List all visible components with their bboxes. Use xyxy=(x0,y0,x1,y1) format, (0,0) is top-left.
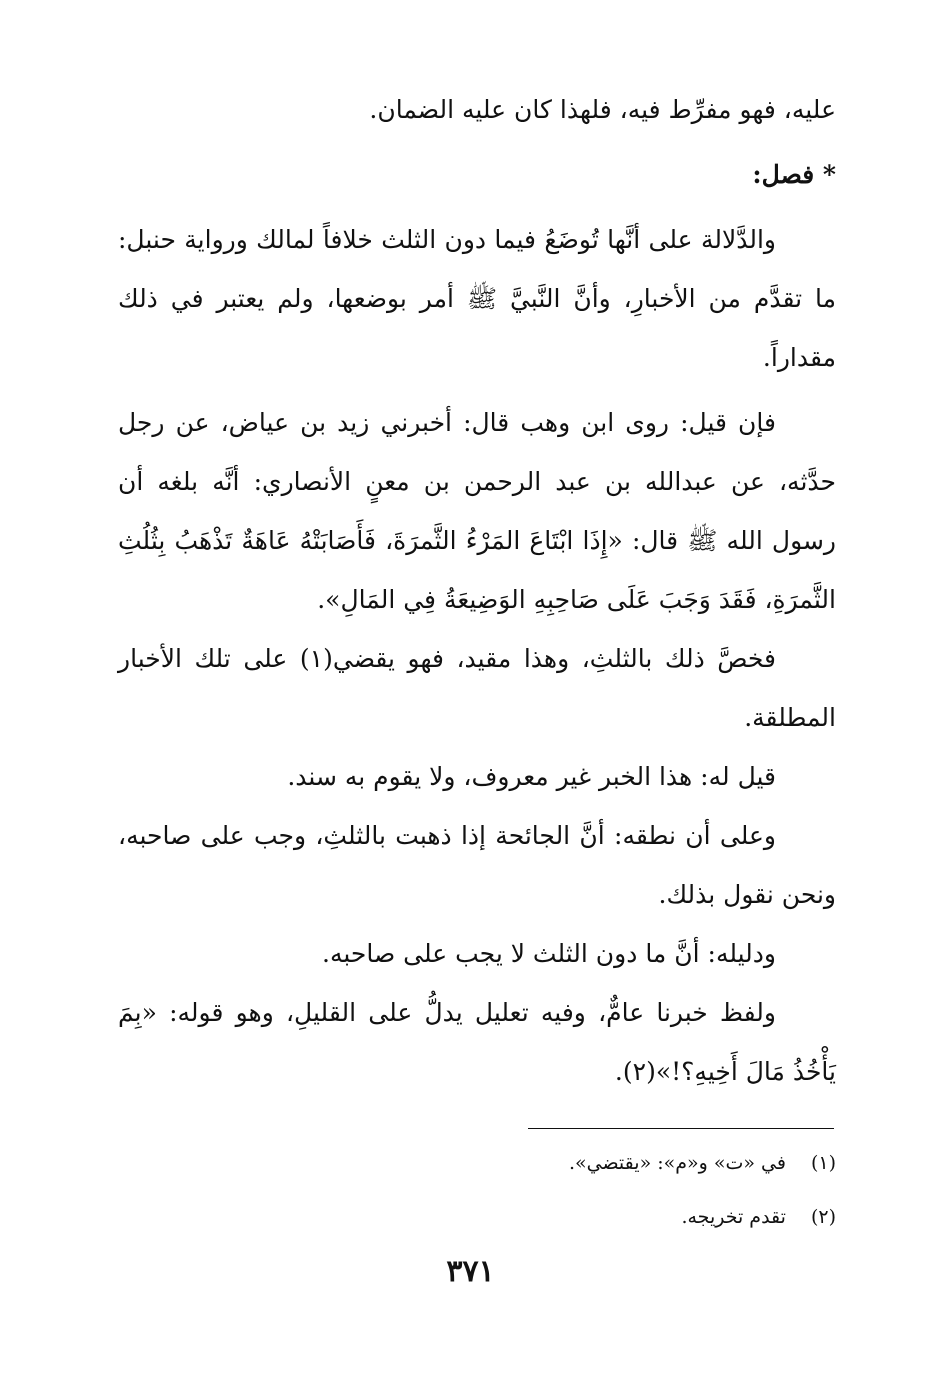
paragraph-proof: ودليله: أنَّ ما دون الثلث لا يجب على صاحبه. xyxy=(322,939,776,968)
paragraph-reply: قيل له: هذا الخبر غير معروف، ولا يقوم به سند. xyxy=(287,762,776,791)
footnote-number: (١) xyxy=(810,1152,836,1174)
main-text xyxy=(118,80,836,1101)
paragraph-general-wording: ولفظ خبرنا عامٌّ، وفيه تعليل يدلُّ على القليلِ، وهو قوله: «بِمَ يَأْخُذُ مَالَ أَخِيهِ؟!»(٢). xyxy=(118,998,836,1086)
paragraph-continuation: عليه، فهو مفرِّط فيه، فلهذا كان عليه الضمان. xyxy=(369,95,836,124)
paragraph-implication: وعلى أن نطقه: أنَّ الجائحة إذا ذهبت بالثلثِ، وجب على صاحبه، ونحن نقول بذلك. xyxy=(118,821,836,909)
section-heading: * فصل: xyxy=(752,160,836,189)
footnotes xyxy=(300,1136,836,1244)
paragraph-evidence: والدَّلالة على أنَّها تُوضَعُ فيما دون الثلث خلافاً لمالك ورواية حنبل: ما تقدَّم من الأخبارِ، وأنَّ النَّبيَّ ﷺ أمر بوضعها، ولم يعتبر في ذلك مقداراً. xyxy=(118,225,836,372)
paragraph-specification: فخصَّ ذلك بالثلثِ، وهذا مقيد، فهو يقضي(١) على تلك الأخبار المطلقة. xyxy=(118,644,836,732)
footnote-text: تقدم تخريجه. xyxy=(681,1206,786,1228)
footnote-text: في «ت» و«م»: «يقتضي». xyxy=(568,1152,786,1174)
footnote-number: (٢) xyxy=(810,1206,836,1228)
footnote-1 xyxy=(300,1136,836,1190)
footnote-2 xyxy=(300,1190,836,1244)
page-number: ٣٧١ xyxy=(446,1254,495,1289)
footnote-separator xyxy=(528,1128,834,1129)
paragraph-objection: فإن قيل: روى ابن وهب قال: أخبرني زيد بن عياض، عن رجل حدَّثه، عن عبدالله بن عبد الرحمن بن معنٍ الأنصاري: أنَّه بلغه أن رسول الله ﷺ قال: «إِذَا ابْتَاعَ المَرْءُ الثَّمرَةَ، فَأَصَابَتْهُ عَاهَةٌ تَذْهَبُ بِثُلُثِ الثَّمرَةِ، فَقَدَ وَجَبَ عَلَى صَاحِبِهِ الوَضِيعَةُ فِي المَالِ». xyxy=(118,408,836,614)
